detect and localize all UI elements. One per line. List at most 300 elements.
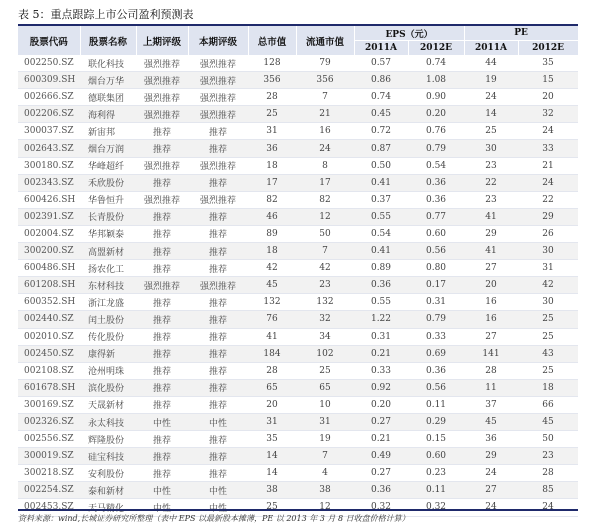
- cell-pe-2012e: 30: [518, 243, 578, 260]
- cell-pe-2011a: 44: [464, 55, 518, 72]
- cell-prev-rating: 推荐: [136, 328, 188, 345]
- cell-float-mv: 4: [296, 465, 354, 482]
- cell-float-mv: 7: [296, 89, 354, 106]
- cell-float-mv: 16: [296, 123, 354, 140]
- cell-pe-2012e: 23: [518, 448, 578, 465]
- cell-name: 华峰超纤: [80, 157, 136, 174]
- cell-pe-2012e: 28: [518, 465, 578, 482]
- cell-eps-2012e: 1.08: [408, 72, 464, 89]
- cell-prev-rating: 推荐: [136, 448, 188, 465]
- cell-pe-2011a: 20: [464, 277, 518, 294]
- cell-total-mv: 18: [248, 157, 296, 174]
- table-row: [18, 379, 578, 396]
- cell-pe-2011a: 24: [464, 89, 518, 106]
- cell-eps-2012e: 0.36: [408, 174, 464, 191]
- table-row: [18, 413, 578, 430]
- cell-cur-rating: 推荐: [188, 345, 248, 362]
- cell-code: 300218.SZ: [18, 465, 80, 482]
- cell-prev-rating: 强烈推荐: [136, 277, 188, 294]
- cell-pe-2012e: 25: [518, 311, 578, 328]
- cell-pe-2011a: 25: [464, 123, 518, 140]
- cell-pe-2011a: 45: [464, 413, 518, 430]
- cell-eps-2011a: 0.72: [354, 123, 408, 140]
- cell-eps-2012e: 0.36: [408, 362, 464, 379]
- cell-total-mv: 89: [248, 225, 296, 242]
- cell-code: 601208.SH: [18, 277, 80, 294]
- cell-cur-rating: 强烈推荐: [188, 106, 248, 123]
- header-code: 股票代码: [18, 26, 80, 55]
- cell-code: 002326.SZ: [18, 413, 80, 430]
- cell-name: 联化科技: [80, 55, 136, 72]
- cell-code: 002250.SZ: [18, 55, 80, 72]
- cell-name: 烟台万润: [80, 140, 136, 157]
- cell-prev-rating: 中性: [136, 499, 188, 516]
- table-row: [18, 311, 578, 328]
- cell-cur-rating: 强烈推荐: [188, 277, 248, 294]
- cell-code: 300169.SZ: [18, 396, 80, 413]
- cell-eps-2011a: 0.31: [354, 328, 408, 345]
- cell-prev-rating: 强烈推荐: [136, 55, 188, 72]
- table-row: [18, 55, 578, 72]
- cell-prev-rating: 推荐: [136, 465, 188, 482]
- cell-total-mv: 184: [248, 345, 296, 362]
- cell-float-mv: 24: [296, 140, 354, 157]
- cell-prev-rating: 推荐: [136, 379, 188, 396]
- cell-eps-2012e: 0.29: [408, 413, 464, 430]
- cell-pe-2011a: 27: [464, 482, 518, 499]
- cell-total-mv: 31: [248, 123, 296, 140]
- cell-cur-rating: 推荐: [188, 328, 248, 345]
- cell-float-mv: 34: [296, 328, 354, 345]
- cell-cur-rating: 推荐: [188, 243, 248, 260]
- cell-pe-2012e: 66: [518, 396, 578, 413]
- header-prev-rating: 上期评级: [136, 26, 188, 55]
- table-row: [18, 72, 578, 89]
- cell-cur-rating: 推荐: [188, 225, 248, 242]
- cell-prev-rating: 推荐: [136, 174, 188, 191]
- cell-pe-2012e: 15: [518, 72, 578, 89]
- cell-cur-rating: 推荐: [188, 431, 248, 448]
- cell-code: 002004.SZ: [18, 225, 80, 242]
- cell-eps-2011a: 0.36: [354, 277, 408, 294]
- forecast-table-wrap: [18, 24, 578, 517]
- earnings-forecast-table: [18, 26, 579, 517]
- cell-prev-rating: 推荐: [136, 123, 188, 140]
- cell-cur-rating: 强烈推荐: [188, 157, 248, 174]
- table-row: [18, 328, 578, 345]
- table-row: [18, 225, 578, 242]
- table-row: [18, 260, 578, 277]
- cell-total-mv: 25: [248, 499, 296, 516]
- cell-name: 天晟新材: [80, 396, 136, 413]
- header-pe-group: PE: [464, 26, 578, 41]
- cell-prev-rating: 推荐: [136, 345, 188, 362]
- cell-prev-rating: 推荐: [136, 225, 188, 242]
- cell-pe-2012e: 50: [518, 431, 578, 448]
- cell-pe-2011a: 11: [464, 379, 518, 396]
- cell-code: 002206.SZ: [18, 106, 80, 123]
- cell-eps-2012e: 0.54: [408, 157, 464, 174]
- table-row: [18, 174, 578, 191]
- cell-pe-2011a: 41: [464, 208, 518, 225]
- cell-float-mv: 10: [296, 396, 354, 413]
- cell-eps-2011a: 1.22: [354, 311, 408, 328]
- cell-pe-2011a: 24: [464, 499, 518, 516]
- cell-prev-rating: 强烈推荐: [136, 89, 188, 106]
- cell-code: 002343.SZ: [18, 174, 80, 191]
- cell-eps-2011a: 0.57: [354, 55, 408, 72]
- cell-name: 沧州明珠: [80, 362, 136, 379]
- table-row: [18, 396, 578, 413]
- cell-eps-2012e: 0.69: [408, 345, 464, 362]
- cell-cur-rating: 推荐: [188, 140, 248, 157]
- cell-pe-2012e: 45: [518, 413, 578, 430]
- cell-eps-2011a: 0.92: [354, 379, 408, 396]
- table-row: [18, 106, 578, 123]
- cell-eps-2012e: 0.74: [408, 55, 464, 72]
- cell-prev-rating: 中性: [136, 413, 188, 430]
- header-eps-2011a: 2011A: [354, 41, 408, 56]
- cell-pe-2012e: 25: [518, 328, 578, 345]
- cell-eps-2012e: 0.23: [408, 465, 464, 482]
- cell-prev-rating: 推荐: [136, 243, 188, 260]
- cell-code: 600309.SH: [18, 72, 80, 89]
- cell-eps-2011a: 0.37: [354, 191, 408, 208]
- cell-prev-rating: 推荐: [136, 311, 188, 328]
- table-row: [18, 140, 578, 157]
- cell-total-mv: 65: [248, 379, 296, 396]
- cell-code: 002556.SZ: [18, 431, 80, 448]
- cell-name: 辉隆股份: [80, 431, 136, 448]
- header-float-mv: 流通市值: [296, 26, 354, 55]
- cell-total-mv: 38: [248, 482, 296, 499]
- cell-eps-2012e: 0.56: [408, 379, 464, 396]
- cell-pe-2012e: 85: [518, 482, 578, 499]
- cell-cur-rating: 推荐: [188, 311, 248, 328]
- cell-code: 002450.SZ: [18, 345, 80, 362]
- cell-float-mv: 23: [296, 277, 354, 294]
- cell-cur-rating: 推荐: [188, 379, 248, 396]
- cell-code: 600486.SH: [18, 260, 80, 277]
- table-body: [18, 55, 578, 516]
- cell-name: 东材科技: [80, 277, 136, 294]
- cell-code: 002440.SZ: [18, 311, 80, 328]
- cell-total-mv: 46: [248, 208, 296, 225]
- cell-eps-2011a: 0.49: [354, 448, 408, 465]
- cell-pe-2012e: 24: [518, 499, 578, 516]
- cell-pe-2011a: 37: [464, 396, 518, 413]
- cell-pe-2011a: 28: [464, 362, 518, 379]
- cell-eps-2012e: 0.36: [408, 191, 464, 208]
- table-row: [18, 208, 578, 225]
- cell-eps-2011a: 0.74: [354, 89, 408, 106]
- cell-code: 002010.SZ: [18, 328, 80, 345]
- table-row: [18, 465, 578, 482]
- cell-pe-2012e: 24: [518, 174, 578, 191]
- cell-cur-rating: 强烈推荐: [188, 55, 248, 72]
- header-total-mv: 总市值: [248, 26, 296, 55]
- cell-cur-rating: 推荐: [188, 174, 248, 191]
- cell-pe-2011a: 29: [464, 448, 518, 465]
- cell-name: 高盟新材: [80, 243, 136, 260]
- cell-cur-rating: 中性: [188, 413, 248, 430]
- cell-float-mv: 19: [296, 431, 354, 448]
- cell-float-mv: 32: [296, 311, 354, 328]
- cell-name: 禾欣股份: [80, 174, 136, 191]
- cell-pe-2012e: 43: [518, 345, 578, 362]
- cell-total-mv: 28: [248, 89, 296, 106]
- cell-prev-rating: 强烈推荐: [136, 72, 188, 89]
- table-row: [18, 157, 578, 174]
- cell-code: 300037.SZ: [18, 123, 80, 140]
- cell-eps-2012e: 0.79: [408, 311, 464, 328]
- cell-eps-2011a: 0.21: [354, 431, 408, 448]
- cell-pe-2012e: 31: [518, 260, 578, 277]
- cell-prev-rating: 推荐: [136, 362, 188, 379]
- cell-eps-2012e: 0.79: [408, 140, 464, 157]
- cell-eps-2011a: 0.45: [354, 106, 408, 123]
- header-eps-2012e: 2012E: [408, 41, 464, 56]
- cell-float-mv: 356: [296, 72, 354, 89]
- table-row: [18, 191, 578, 208]
- cell-code: 601678.SH: [18, 379, 80, 396]
- cell-code: 002254.SZ: [18, 482, 80, 499]
- cell-name: 浙江龙盛: [80, 294, 136, 311]
- cell-pe-2012e: 24: [518, 123, 578, 140]
- cell-eps-2011a: 0.32: [354, 499, 408, 516]
- cell-pe-2012e: 18: [518, 379, 578, 396]
- cell-pe-2011a: 16: [464, 294, 518, 311]
- cell-eps-2012e: 0.90: [408, 89, 464, 106]
- cell-pe-2012e: 32: [518, 106, 578, 123]
- cell-pe-2011a: 22: [464, 174, 518, 191]
- cell-pe-2012e: 35: [518, 55, 578, 72]
- cell-prev-rating: 推荐: [136, 260, 188, 277]
- cell-total-mv: 132: [248, 294, 296, 311]
- cell-code: 300180.SZ: [18, 157, 80, 174]
- cell-eps-2012e: 0.31: [408, 294, 464, 311]
- cell-pe-2012e: 42: [518, 277, 578, 294]
- cell-float-mv: 21: [296, 106, 354, 123]
- cell-float-mv: 12: [296, 208, 354, 225]
- cell-eps-2012e: 0.77: [408, 208, 464, 225]
- cell-pe-2012e: 25: [518, 362, 578, 379]
- cell-name: 扬农化工: [80, 260, 136, 277]
- cell-float-mv: 82: [296, 191, 354, 208]
- cell-code: 002453.SZ: [18, 499, 80, 516]
- cell-eps-2012e: 0.32: [408, 499, 464, 516]
- cell-code: 300019.SZ: [18, 448, 80, 465]
- cell-pe-2011a: 27: [464, 260, 518, 277]
- cell-float-mv: 25: [296, 362, 354, 379]
- cell-cur-rating: 强烈推荐: [188, 89, 248, 106]
- cell-prev-rating: 强烈推荐: [136, 157, 188, 174]
- cell-pe-2012e: 20: [518, 89, 578, 106]
- cell-pe-2012e: 29: [518, 208, 578, 225]
- cell-total-mv: 28: [248, 362, 296, 379]
- cell-total-mv: 41: [248, 328, 296, 345]
- cell-pe-2011a: 19: [464, 72, 518, 89]
- cell-float-mv: 8: [296, 157, 354, 174]
- cell-pe-2011a: 23: [464, 191, 518, 208]
- cell-eps-2012e: 0.76: [408, 123, 464, 140]
- cell-cur-rating: 推荐: [188, 448, 248, 465]
- cell-eps-2011a: 0.33: [354, 362, 408, 379]
- cell-pe-2011a: 30: [464, 140, 518, 157]
- cell-prev-rating: 中性: [136, 482, 188, 499]
- header-pe-2011a: 2011A: [464, 41, 518, 56]
- cell-float-mv: 65: [296, 379, 354, 396]
- cell-total-mv: 17: [248, 174, 296, 191]
- header-name: 股票名称: [80, 26, 136, 55]
- cell-total-mv: 35: [248, 431, 296, 448]
- cell-eps-2012e: 0.33: [408, 328, 464, 345]
- table-row: [18, 431, 578, 448]
- cell-prev-rating: 推荐: [136, 396, 188, 413]
- cell-total-mv: 36: [248, 140, 296, 157]
- cell-name: 硅宝科技: [80, 448, 136, 465]
- cell-float-mv: 79: [296, 55, 354, 72]
- cell-eps-2012e: 0.60: [408, 448, 464, 465]
- cell-code: 002666.SZ: [18, 89, 80, 106]
- cell-cur-rating: 推荐: [188, 260, 248, 277]
- cell-eps-2011a: 0.55: [354, 208, 408, 225]
- cell-eps-2011a: 0.50: [354, 157, 408, 174]
- cell-pe-2011a: 36: [464, 431, 518, 448]
- footnote: 资料来源：wind,长城证券研究所整理（表中 EPS 以最新股本摊薄，PE 以 2013 年 3 月 8 日收盘价格计算）: [18, 509, 578, 524]
- header-eps-group: EPS（元）: [354, 26, 464, 41]
- cell-float-mv: 7: [296, 243, 354, 260]
- cell-float-mv: 132: [296, 294, 354, 311]
- cell-pe-2011a: 23: [464, 157, 518, 174]
- cell-name: 康得新: [80, 345, 136, 362]
- cell-pe-2011a: 41: [464, 243, 518, 260]
- cell-eps-2011a: 0.27: [354, 465, 408, 482]
- cell-pe-2011a: 141: [464, 345, 518, 362]
- cell-pe-2011a: 16: [464, 311, 518, 328]
- cell-prev-rating: 推荐: [136, 294, 188, 311]
- cell-pe-2011a: 24: [464, 465, 518, 482]
- cell-cur-rating: 强烈推荐: [188, 191, 248, 208]
- cell-eps-2011a: 0.41: [354, 174, 408, 191]
- cell-prev-rating: 强烈推荐: [136, 106, 188, 123]
- cell-eps-2012e: 0.11: [408, 482, 464, 499]
- cell-eps-2011a: 0.21: [354, 345, 408, 362]
- cell-code: 002643.SZ: [18, 140, 80, 157]
- cell-name: 滨化股份: [80, 379, 136, 396]
- cell-pe-2012e: 22: [518, 191, 578, 208]
- table-row: [18, 294, 578, 311]
- cell-total-mv: 18: [248, 243, 296, 260]
- cell-total-mv: 76: [248, 311, 296, 328]
- cell-name: 闰土股份: [80, 311, 136, 328]
- cell-eps-2011a: 0.54: [354, 225, 408, 242]
- cell-eps-2012e: 0.60: [408, 225, 464, 242]
- cell-eps-2011a: 0.20: [354, 396, 408, 413]
- cell-float-mv: 42: [296, 260, 354, 277]
- cell-cur-rating: 推荐: [188, 123, 248, 140]
- cell-code: 600426.SH: [18, 191, 80, 208]
- table-row: [18, 482, 578, 499]
- cell-eps-2012e: 0.11: [408, 396, 464, 413]
- cell-cur-rating: 推荐: [188, 362, 248, 379]
- table-row: [18, 277, 578, 294]
- cell-total-mv: 14: [248, 448, 296, 465]
- cell-eps-2011a: 0.41: [354, 243, 408, 260]
- cell-pe-2012e: 33: [518, 140, 578, 157]
- cell-eps-2011a: 0.27: [354, 413, 408, 430]
- cell-eps-2011a: 0.89: [354, 260, 408, 277]
- cell-total-mv: 82: [248, 191, 296, 208]
- cell-pe-2011a: 27: [464, 328, 518, 345]
- cell-total-mv: 20: [248, 396, 296, 413]
- cell-total-mv: 356: [248, 72, 296, 89]
- cell-name: 安利股份: [80, 465, 136, 482]
- cell-float-mv: 17: [296, 174, 354, 191]
- table-title: 表 5：重点跟踪上市公司盈利预测表: [18, 8, 194, 21]
- cell-total-mv: 14: [248, 465, 296, 482]
- cell-name: 烟台万华: [80, 72, 136, 89]
- cell-cur-rating: 强烈推荐: [188, 72, 248, 89]
- cell-code: 300200.SZ: [18, 243, 80, 260]
- cell-eps-2011a: 0.55: [354, 294, 408, 311]
- cell-pe-2012e: 30: [518, 294, 578, 311]
- cell-prev-rating: 推荐: [136, 140, 188, 157]
- cell-cur-rating: 推荐: [188, 208, 248, 225]
- cell-name: 新宙邦: [80, 123, 136, 140]
- cell-cur-rating: 中性: [188, 499, 248, 516]
- cell-name: 海利得: [80, 106, 136, 123]
- table-row: [18, 89, 578, 106]
- cell-name: 华邦颖泰: [80, 225, 136, 242]
- cell-float-mv: 7: [296, 448, 354, 465]
- table-row: [18, 123, 578, 140]
- cell-prev-rating: 强烈推荐: [136, 191, 188, 208]
- cell-float-mv: 12: [296, 499, 354, 516]
- cell-name: 华鲁恒升: [80, 191, 136, 208]
- cell-cur-rating: 推荐: [188, 465, 248, 482]
- cell-eps-2011a: 0.87: [354, 140, 408, 157]
- cell-pe-2011a: 29: [464, 225, 518, 242]
- cell-total-mv: 128: [248, 55, 296, 72]
- cell-float-mv: 50: [296, 225, 354, 242]
- cell-total-mv: 25: [248, 106, 296, 123]
- table-row: [18, 362, 578, 379]
- cell-eps-2012e: 0.20: [408, 106, 464, 123]
- cell-name: 长青股份: [80, 208, 136, 225]
- cell-eps-2011a: 0.86: [354, 72, 408, 89]
- cell-name: 永太科技: [80, 413, 136, 430]
- cell-float-mv: 31: [296, 413, 354, 430]
- header-cur-rating: 本期评级: [188, 26, 248, 55]
- cell-eps-2012e: 0.17: [408, 277, 464, 294]
- cell-total-mv: 31: [248, 413, 296, 430]
- cell-float-mv: 38: [296, 482, 354, 499]
- cell-name: 传化股份: [80, 328, 136, 345]
- cell-eps-2012e: 0.56: [408, 243, 464, 260]
- header-pe-2012e: 2012E: [518, 41, 578, 56]
- table-row: [18, 243, 578, 260]
- cell-float-mv: 102: [296, 345, 354, 362]
- cell-eps-2012e: 0.15: [408, 431, 464, 448]
- cell-code: 002108.SZ: [18, 362, 80, 379]
- cell-code: 002391.SZ: [18, 208, 80, 225]
- cell-pe-2012e: 26: [518, 225, 578, 242]
- cell-total-mv: 45: [248, 277, 296, 294]
- cell-name: 天马精化: [80, 499, 136, 516]
- cell-code: 600352.SH: [18, 294, 80, 311]
- cell-name: 泰和新材: [80, 482, 136, 499]
